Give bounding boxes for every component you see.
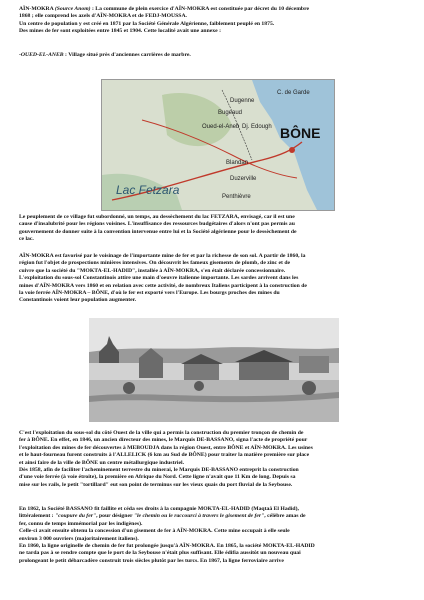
map-label-dugenne: Dugenne [230, 98, 255, 104]
paragraph-mines: AÏN-MOKRA est favorisé par le voisinage de l'importante mine de fer et par la richesse de son sol. A partir de 1860, la région fut l'objet de prospections minières intensives. On découvrit les fameux gisements de plomb, de zinc et de cuivre que la société du "MOKTA-EL-HADID", installée à AÏN-MOKRA, s'en était déclarée concessionnaire. L'exploitation du sous-sol Constantinois attire une main d'oeuvre italienne importante. Les sardes arrivent dans les mines d'AÏN-MOKRA vers 1860 et en relation avec cette activité, de nombreux Italiens participent à la construction de la voie ferrée AÏN-MOKRA – BÔNE, d'où le fer est exporté vers l'Europe. Les bourgs proches des mines du Constantinois voient leur population augmenter. [19, 253, 307, 304]
intro-paragraph: AÏN-MOKRA (Source Anom) : La commune de plein exercice d'AÏN-MOKRA est constituée par décret du 10 décembre 1868 ; elle comprend les azels d'AÏN-MOKRA et de FEDJ-MOUSSA. Un centre de population y est créé en 1871 par la Société Générale Algérienne, faiblement peuplé en 1875. Des mines de fer sont exploitées entre 1845 et 1904. Cette localité avait une annexe : [19, 6, 310, 35]
paragraph-fetzara: Le peuplement de ce village fut subordonné, un temps, au dessèchement du lac FETZARA, envisagé, car il est une cause d'insalubrité pour les régions voisines. L'insuffisance des ressources budgétaires d'alors n'ont pas permis au gouvernement de donner suite à la convention intervenue entre lui et la Société algérienne pour le dessèchement de ce lac. [19, 214, 297, 243]
map-illustration [102, 80, 334, 210]
map-label-bugeaud: Bugeaud [218, 110, 243, 116]
historic-photo-image [89, 318, 339, 422]
map-label-cap: C. de Garde [277, 90, 310, 96]
map-label-oued: Oued-el-Aneb [202, 124, 240, 130]
paragraph-mokta: En 1862, la Société BASSANO fit faillite et céda ses droits à la compagnie MOKTA-EL-HADID (Maqtaâ El Hadid), littéralement : "coupure du fer", pour désigner "le chemin ou le raccourci à travers le gisement de fer", célèbre amas de fer, connu de temps immémorial par les indigènes). Celle-ci avait ensuite obtenu la concession d'un gisement de fer à AÏN-MOKRA. Cette mine occupait à elle seule environ 3 000 ouvriers (majoritairement italiens). En 1860, la ligne originelle de chemin de fer fut prolongée jusqu'à AÏN-MOKRA. En 1865, la société MOKTA-EL-HADID ne tarda pas à se rendre compte que le port de la Seybouse n'était plus suffisant. Elle édifia aussitôt un nouveau quai prolongeant le petit débarcadère construit trois siècles plutôt par les turcs. En 1867, la ligne ferroviaire arrive [19, 506, 315, 564]
paragraph-railway: C'est l'exploitation du sous-sol du côté Ouest de la ville qui a permis la construction du premier tronçon de chemin de fer à BÔNE. En effet, en 1846, un ancien directeur des mines, le Marquis DE-BASSANO, signa l'acte de propriété pour l'exploitation des mines de fer découvertes à MEBOUDJA dans la région Ouest, entre BÔNE et AÏN-MOKRA. Les usines et le haut-fourneau furent construits à l'ALLELICK (6 km au Sud de BÔNE) pour traiter la matière première sur place et ainsi faire de la ville de BÔNE un centre métallurgique industriel. Dès 1858, afin de faciliter l'acheminement terrestre du minerai, le Marquis DE-BASSANO entreprit la construction d'une voie ferrée (à voie étroite), la première en Afrique du Nord. Cette ligne n'avait que 11 Km de long. Depuis sa mise sur les rails, le petit "tortillard" eut son point de terminus sur les vieux quais du port fluvial de la Seybouse. [19, 430, 313, 488]
annex-name: -OUED-EL-ANEB [19, 52, 64, 58]
annex-paragraph: -OUED-EL-ANEB : Village situé près d'anciennes carrières de marbre. [19, 52, 191, 58]
map-label-duzerville: Duzerville [230, 176, 257, 182]
intro-title: AÏN-MOKRA [19, 6, 54, 12]
map-label-blandan: Blandan [226, 160, 249, 166]
photo-illustration [89, 318, 339, 422]
intro-source: (Source Anom) [54, 6, 91, 12]
map-label-penthievre: Penthièvre [222, 194, 251, 200]
map-label-lake: Lac Fetzara [116, 183, 180, 197]
map-label-edough: Dj. Edough [242, 124, 272, 130]
map-label-city: BÔNE [280, 125, 321, 141]
region-map-image [101, 79, 335, 211]
